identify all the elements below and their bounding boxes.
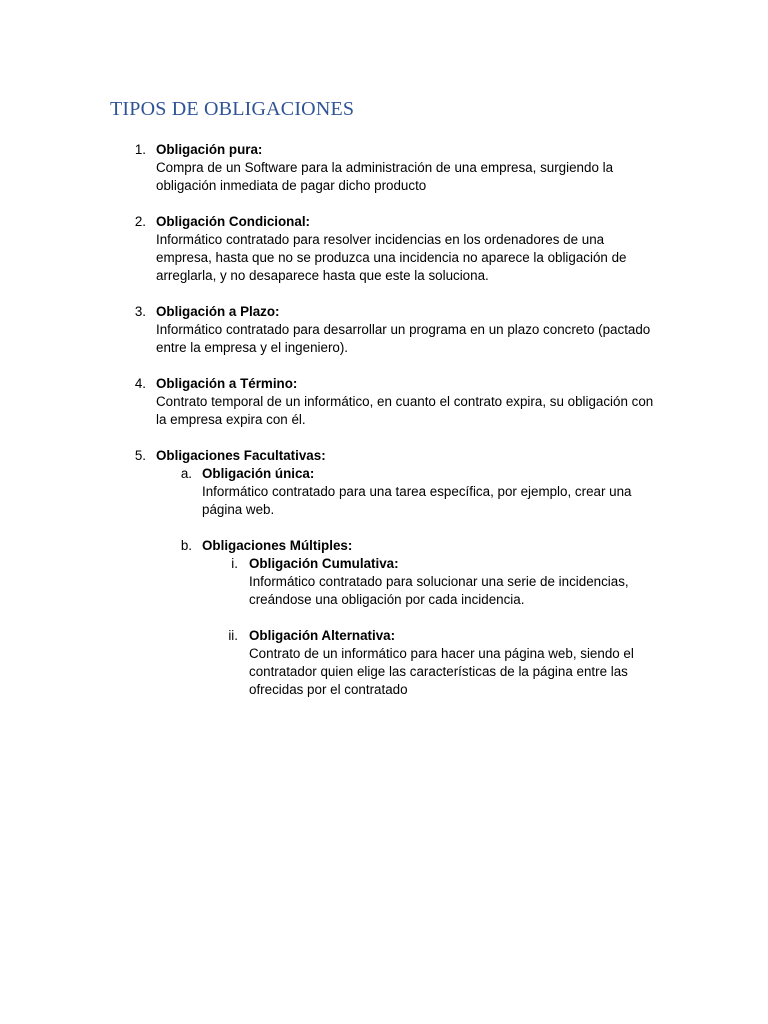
list-marker: 1.	[134, 142, 146, 157]
list-item-3	[0, 303, 768, 357]
item-text: Contrato temporal de un informático, en cuanto el contrato expira, su obligación con la empresa expira con él.	[156, 394, 654, 427]
item-text: Contrato de un informático para hacer una página web, siendo el contratador quien elige las características de la página entre las ofrecidas por el contratado	[249, 646, 634, 697]
item-text: Informático contratado para solucionar una serie de incidencias, creándose una obligación por cada incidencia.	[249, 574, 629, 607]
item-heading: Obligación a Término:	[156, 376, 298, 391]
subsublist-item-i	[0, 555, 768, 609]
item-heading: Obligación única:	[202, 466, 315, 481]
list-marker: 2.	[134, 214, 146, 229]
item-heading: Obligación a Plazo:	[156, 304, 280, 319]
subsublist-item-ii	[0, 627, 768, 699]
list-item-5	[0, 447, 768, 465]
item-text: Compra de un Software para la administración de una empresa, surgiendo la obligación inmediata de pagar dicho producto	[156, 160, 614, 193]
list-marker: a.	[180, 466, 192, 481]
sublist-item-a	[0, 465, 768, 519]
list-marker: b.	[180, 538, 192, 553]
sublist-item-b	[0, 537, 768, 555]
list-marker: 4.	[134, 376, 146, 391]
item-heading: Obligación Cumulativa:	[249, 556, 399, 571]
item-text: Informático contratado para una tarea específica, por ejemplo, crear una página web.	[202, 484, 632, 517]
item-heading: Obligación Alternativa:	[249, 628, 396, 643]
item-heading: Obligaciones Facultativas:	[156, 448, 326, 463]
list-marker: i.	[231, 556, 238, 571]
list-item-2	[0, 213, 768, 285]
list-marker: 5.	[134, 448, 146, 463]
obligations-list	[0, 141, 768, 699]
item-text: Informático contratado para resolver incidencias en los ordenadores de una empresa, hasta que no se produzca una incidencia no aparece la obligación de arreglarla, y no desaparece hasta que este la soluciona.	[156, 232, 627, 283]
list-item-1	[0, 141, 768, 195]
document-title: TIPOS DE OBLIGACIONES	[110, 98, 355, 120]
list-marker: ii.	[228, 628, 238, 643]
item-text: Informático contratado para desarrollar un programa en un plazo concreto (pactado entre la empresa y el ingeniero).	[156, 322, 651, 355]
list-item-4	[0, 375, 768, 429]
item-heading: Obligación pura:	[156, 142, 263, 157]
list-marker: 3.	[134, 304, 146, 319]
item-heading: Obligación Condicional:	[156, 214, 310, 229]
item-heading: Obligaciones Múltiples:	[202, 538, 353, 553]
